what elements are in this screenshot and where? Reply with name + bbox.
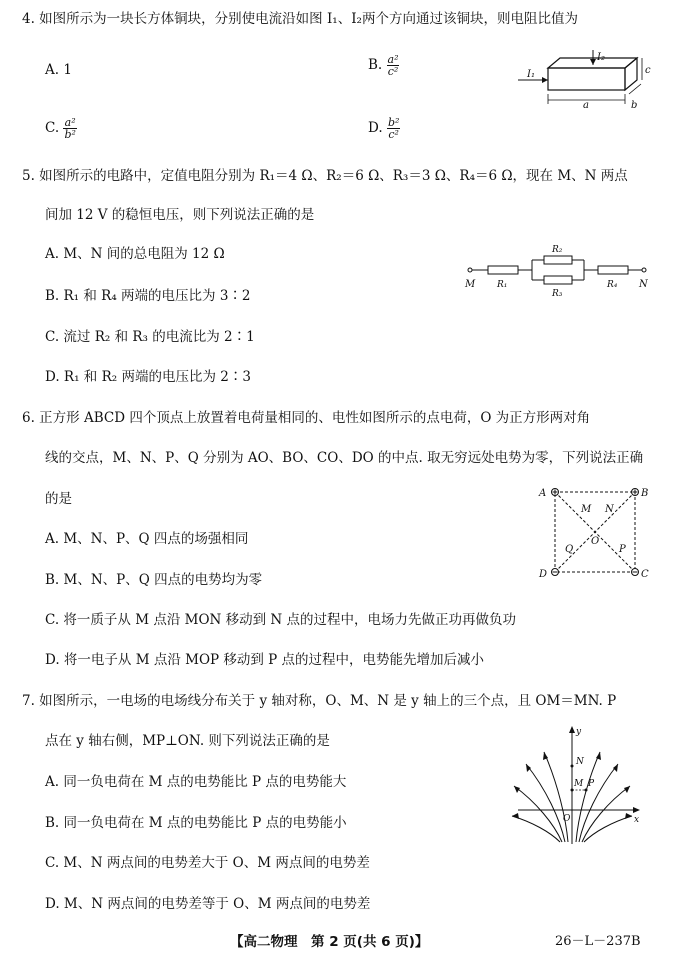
q5-option-d: D. R₁ 和 R₂ 两端的电压比为 2∶3 [45, 369, 251, 385]
q4-option-d-fraction [387, 117, 400, 140]
q5-figure-label-n: N [639, 279, 648, 290]
q6-figure-label-d: D [539, 569, 548, 580]
q5-stem-line2: 间加 12 V 的稳恒电压，则下列说法正确的是 [45, 207, 315, 223]
q6-option-d: D. 将一电子从 M 点沿 MOP 移动到 P 点的过程中，电势能先增加后减小 [45, 652, 485, 668]
q6-stem-line1: 6. 正方形 ABCD 四个顶点上放置着电荷量相同的、电性如图所示的点电荷，O 为正方形两对角 [22, 410, 591, 426]
q7-figure-label-x: x [634, 815, 640, 825]
q4-option-c-label: C. [45, 120, 60, 136]
q6-figure-label-a: A [539, 488, 547, 499]
q6-figure-label-p: P [619, 544, 626, 555]
q7-figure-label-p: P [588, 779, 595, 789]
q4-figure-label-c: c [645, 65, 651, 76]
q6-option-b: B. M、N、P、Q 四点的电势均为零 [45, 572, 263, 588]
q7-stem-line1: 7. 如图所示，一电场的电场线分布关于 y 轴对称，O、M、N 是 y 轴上的三个点，且 OM＝MN. P [22, 693, 617, 709]
page-footer-title: 【高二物理 第 2 页(共 6 页)】 [230, 934, 429, 950]
q5-figure-label-m: M [465, 279, 476, 290]
q7-figure-label-n: N [576, 757, 584, 767]
q5-option-b: B. R₁ 和 R₄ 两端的电压比为 3∶2 [45, 288, 251, 304]
q7-field-lines-figure [510, 724, 650, 846]
q6-figure-label-b: B [641, 488, 649, 499]
q7-figure-label-y: y [576, 727, 582, 737]
q4-option-d-label: D. [368, 120, 383, 136]
q4-option-b-label: B. [368, 57, 383, 73]
q4-option-b-fraction [387, 54, 400, 77]
q4-figure-label-a: a [583, 100, 589, 111]
q5-option-a: A. M、N 间的总电阻为 12 Ω [45, 246, 225, 262]
q6-stem-line3: 的是 [45, 491, 72, 507]
q7-option-c: C. M、N 两点间的电势差大于 O、M 两点间的电势差 [45, 855, 370, 871]
q4-option-d-denominator: c² [388, 128, 399, 141]
q4-figure-label-b: b [631, 100, 638, 111]
q5-figure-label-r3: R₃ [552, 289, 563, 299]
q4-option-c [45, 117, 77, 140]
q4-option-a [45, 61, 72, 79]
q6-figure-label-m: M [581, 504, 592, 515]
q4-option-a-value: 1 [63, 62, 72, 78]
q6-option-a: A. M、N、P、Q 四点的场强相同 [45, 531, 249, 547]
q6-figure-label-n: N [605, 504, 614, 515]
q5-circuit-figure [462, 240, 657, 300]
q4-option-b-denominator: c² [387, 65, 399, 78]
q4-option-c-fraction [63, 117, 76, 140]
q7-option-a: A. 同一负电荷在 M 点的电势能比 P 点的电势能大 [45, 774, 347, 790]
page-footer-code: 26－L－237B [555, 934, 641, 949]
q5-option-c: C. 流过 R₂ 和 R₃ 的电流比为 2∶1 [45, 329, 255, 345]
q7-option-b: B. 同一负电荷在 M 点的电势能比 P 点的电势能小 [45, 815, 347, 831]
q5-figure-label-r1: R₁ [497, 280, 508, 290]
q4-copper-block-figure [515, 50, 665, 110]
q6-option-c: C. 将一质子从 M 点沿 MON 移动到 N 点的过程中，电场力先做正功再做负功 [45, 612, 517, 628]
q7-stem-line2: 点在 y 轴右侧，MP⊥ON. 则下列说法正确的是 [45, 733, 330, 749]
q4-option-a-label: A. [45, 62, 60, 78]
q5-figure-label-r2: R₂ [552, 245, 563, 255]
q4-option-d-numerator: b² [387, 116, 400, 129]
q4-option-c-numerator: a² [64, 116, 76, 129]
q4-option-c-denominator: b² [64, 128, 76, 141]
q7-figure-label-m: M [574, 779, 584, 789]
q4-stem: 4. 如图所示为一块长方体铜块，分别使电流沿如图 I₁、I₂两个方向通过该铜块，则电阻比值为 [22, 11, 578, 27]
q7-option-d: D. M、N 两点间的电势差等于 O、M 两点间的电势差 [45, 896, 371, 912]
q7-figure-label-o: O [563, 814, 571, 824]
q6-square-charges-figure [535, 482, 660, 582]
q4-figure-label-i1: I₁ [527, 69, 535, 80]
q4-option-d [368, 117, 400, 140]
q6-figure-label-c: C [641, 569, 649, 580]
q6-figure-label-o: O [591, 536, 600, 547]
q6-figure-label-q: Q [565, 544, 574, 555]
q4-figure-label-i2: I₂ [597, 52, 605, 63]
q5-figure-label-r4: R₄ [607, 280, 618, 290]
q4-option-b-numerator: a² [387, 53, 399, 66]
q4-option-b [368, 54, 399, 77]
q6-stem-line2: 线的交点，M、N、P、Q 分别为 AO、BO、CO、DO 的中点. 取无穷远处电势为零，下列说法正确 [45, 450, 644, 466]
q5-stem-line1: 5. 如图所示的电路中，定值电阻分别为 R₁＝4 Ω、R₂＝6 Ω、R₃＝3 Ω、R₄＝6 Ω，现在 M、N 两点 [22, 168, 628, 184]
